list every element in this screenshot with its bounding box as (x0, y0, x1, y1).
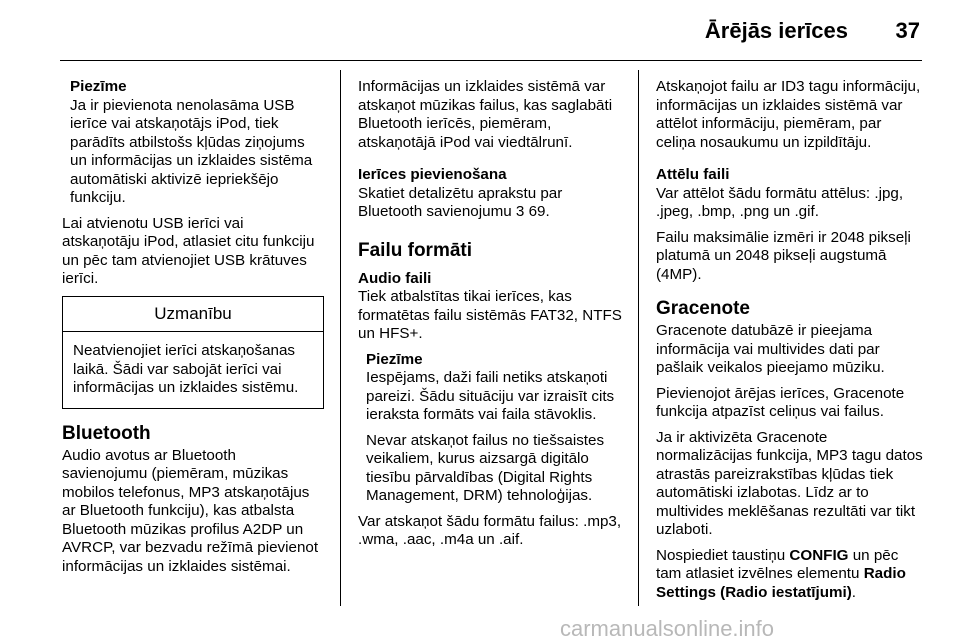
paragraph: Var attēlot šādu formātu attēlus: .jpg, .jpeg, .bmp, .png un .gif. (656, 184, 904, 220)
column-divider-2 (638, 70, 639, 606)
subheading-image-files: Attēlu faili (656, 166, 730, 183)
subheading-device-connection: Ierīces pievienošana (358, 166, 507, 183)
page-number: 37 (895, 18, 920, 43)
paragraph: Failu maksimālie izmēri ir 2048 pikseļi platumā un 2048 pikseļi augstumā (4MP). (656, 228, 911, 283)
warning-text: Neatvienojiet ierīci atskaņošanas laikā. Šādi var sabojāt ierīci vai informācijas un izklaides sistēmu. (73, 342, 299, 396)
paragraph: Lai atvienotu USB ierīci vai atskaņotāju iPod, atlasiet citu funkciju un pēc tam atvienojiet USB krātuves ierīci. (62, 214, 315, 287)
paragraph: Audio avotus ar Bluetooth savienojumu (piemēram, mūzikas mobilos telefonus, MP3 atskaņotājus ar Bluetooth funkciju), kas atbalsta Bluetooth mūzikas profilus A2DP un AVRCP, var bezvadu režīmā pievienot informācijas un izklaides sistēmai. (62, 446, 319, 575)
paragraph: Var atskaņot šādu formātu failus: .mp3, .wma, .aac, .m4a un .aif. (358, 512, 622, 548)
paragraph: Ja ir aktivizēta Gracenote normalizācijas funkcija, MP3 tagu datos atrastās pareizrakstības kļūdas tiek automātiski izlabotas. Līdz ar to multivides meklēšanas rezultāti var tikt uzlaboti. (656, 428, 923, 538)
paragraph (656, 547, 924, 603)
paragraph: Gracenote datubāzē ir pieejama informācija vai multivides dati par pašlaik veikalos pieejamo mūziku. (656, 322, 885, 376)
section-heading-bluetooth: Bluetooth (62, 422, 151, 444)
menu-item-label: Radio Settings (Radio iestatījumi) (656, 565, 906, 601)
paragraph-text: Nospiediet taustiņu (656, 546, 786, 564)
column-divider-1 (340, 70, 341, 606)
paragraph: Tiek atbalstītas tikai ierīces, kas formatētas failu sistēmās FAT32, NTFS un HFS+. (358, 288, 622, 342)
warning-title: Uzmanību (63, 297, 323, 333)
note-text: Ja ir pievienota nenolasāma USB ierīce vai atskaņotājs iPod, tiek parādīts atbilstošs kļūdas ziņojums un informācijas un izklaides sistēma automātiski aktivizē iepriekšējo funkciju. (70, 96, 313, 206)
page-title: Ārējās ierīces (704, 18, 848, 43)
paragraph-text: . (851, 583, 857, 601)
column-3 (656, 78, 924, 609)
note-text: Nevar atskaņot failus no tiešsaistes veikaliem, kurus aizsargā digitālo tiesību pārvaldības (Digital Rights Management, DRM) tehnoloģijas. (366, 431, 605, 504)
column-1 (62, 78, 324, 583)
page-reference: 69. (528, 203, 550, 220)
config-key-label: CONFIG (789, 546, 849, 564)
paragraph-text: Skatiet detalizētu aprakstu par Bluetooth savienojumu (358, 184, 563, 220)
page-reference-icon: 3 (515, 203, 525, 220)
section-heading-file-formats: Failu formāti (358, 239, 473, 261)
warning-box (62, 296, 324, 409)
watermark: carmanualsonline.info (560, 616, 775, 641)
subheading-audio-files: Audio faili (358, 269, 432, 287)
paragraph (358, 185, 624, 222)
note-block (62, 78, 324, 208)
header-rule (60, 60, 922, 61)
note-text: Iespējams, daži faili netiks atskaņoti pareizi. Šādu situāciju var izraisīt cits ieraksta formāts vai faila stāvoklis. (366, 369, 615, 423)
paragraph: Informācijas un izklaides sistēmā var atskaņot mūzikas failus, kas saglabāti Bluetooth ierīcēs, piemēram, atskaņotājā iPod vai viedtālrunī. (358, 78, 613, 151)
note-title: Piezīme (70, 78, 127, 95)
paragraph-text: un pēc tam atlasiet izvēlnes elementu (656, 546, 899, 582)
paragraph: Pievienojot ārējas ierīces, Gracenote funkcija atpazīst celiņus vai failus. (656, 384, 905, 420)
note-title: Piezīme (366, 350, 423, 368)
note-block (358, 351, 624, 506)
column-2 (358, 78, 624, 557)
section-heading-gracenote: Gracenote (656, 298, 750, 319)
paragraph: Atskaņojot failu ar ID3 tagu informāciju, informācijas un izklaides sistēmā var attēlot informāciju, piemēram, par celiņa nosaukumu un izpildītāju. (656, 78, 921, 151)
